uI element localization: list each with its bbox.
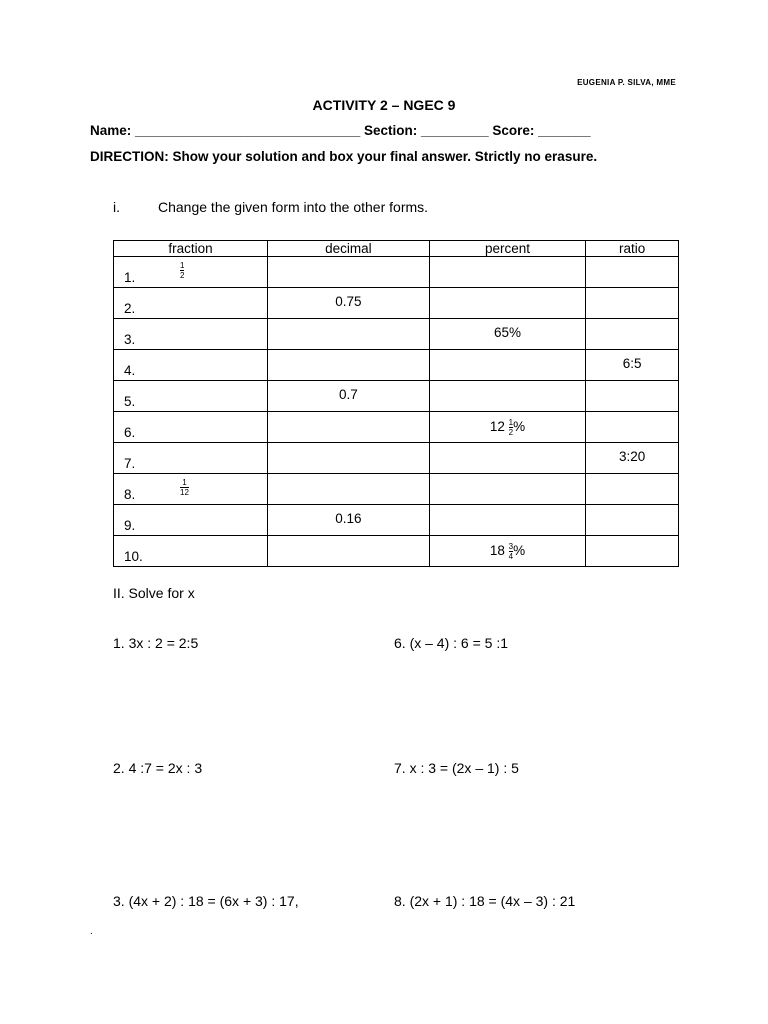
table-row: [114, 381, 679, 412]
table-row: [114, 412, 679, 443]
problem-7: 7. x : 3 = (2x – 1) : 5: [394, 760, 519, 776]
percent-cell: [429, 412, 586, 443]
percent-value: [430, 542, 586, 561]
percent-sign: %: [513, 419, 526, 435]
problem-2: 2. 4 :7 = 2x : 3: [113, 760, 203, 776]
decimal-cell: [268, 319, 430, 350]
whole-part: 12: [489, 419, 505, 435]
part2-heading: II. Solve for x: [113, 585, 195, 601]
table-header-row: [114, 241, 679, 257]
table-row: [114, 474, 679, 505]
table-row: [114, 536, 679, 567]
fraction-cell: [114, 474, 268, 505]
row-number: 8.: [124, 487, 136, 502]
row-number: 7.: [124, 456, 136, 471]
decimal-cell: [268, 443, 430, 474]
table-row: [114, 505, 679, 536]
numerator: 3: [508, 542, 514, 551]
header-ratio: ratio: [586, 241, 679, 257]
decimal-cell: [268, 536, 430, 567]
fraction-cell: [114, 505, 268, 536]
row-number: 1.: [124, 270, 136, 285]
fraction-cell: [114, 288, 268, 319]
percent-value: [430, 418, 586, 437]
problem-1: 1. 3x : 2 = 2:5: [113, 635, 199, 651]
part1-instruction: [113, 199, 429, 215]
part1-numeral: i.: [113, 199, 120, 215]
header-decimal: decimal: [268, 241, 430, 257]
percent-cell: [429, 443, 586, 474]
percent-cell: [429, 505, 586, 536]
header-fraction: fraction: [114, 241, 268, 257]
row-number: 4.: [124, 363, 136, 378]
fraction-cell: [114, 350, 268, 381]
ratio-cell: [586, 381, 679, 412]
percent-cell: [429, 350, 586, 381]
ratio-cell: [586, 505, 679, 536]
percent-cell: [429, 381, 586, 412]
percent-cell: [429, 288, 586, 319]
fraction-cell: [114, 536, 268, 567]
table-row: [114, 443, 679, 474]
percent-value: 65%: [493, 325, 521, 340]
decimal-cell: [268, 257, 430, 288]
table-row: [114, 257, 679, 288]
percent-cell: [429, 536, 586, 567]
table-body: [114, 257, 679, 567]
ratio-cell: [586, 443, 679, 474]
problem-3: 3. (4x + 2) : 18 = (6x + 3) : 17,: [113, 893, 299, 909]
fraction-cell: [114, 443, 268, 474]
numerator: 1: [508, 418, 514, 427]
decimal-value: 0.75: [335, 294, 362, 309]
ratio-value: 3:20: [618, 449, 646, 464]
problem-8: 8. (2x + 1) : 18 = (4x – 3) : 21: [394, 893, 576, 909]
decimal-cell: [268, 288, 430, 319]
decimal-value: 0.16: [335, 511, 362, 526]
table-row: [114, 319, 679, 350]
problem-6: 6. (x – 4) : 6 = 5 :1: [394, 635, 509, 651]
student-info-line: Name: ______________________________ Section: _________ Score: _______: [90, 123, 591, 138]
fraction-cell: [114, 319, 268, 350]
direction-text: DIRECTION: Show your solution and box your final answer. Strictly no erasure.: [90, 149, 598, 164]
row-number: 10.: [124, 549, 143, 564]
footer-mark: .: [90, 926, 93, 937]
row-number: 9.: [124, 518, 136, 533]
ratio-cell: [586, 474, 679, 505]
decimal-cell: [268, 412, 430, 443]
fraction-glyph: [180, 478, 189, 497]
row-number: 6.: [124, 425, 136, 440]
fraction-cell: [114, 257, 268, 288]
part1-text: Change the given form into the other forms.: [158, 199, 429, 215]
table-row: [114, 350, 679, 381]
percent-cell: [429, 474, 586, 505]
ratio-cell: [586, 412, 679, 443]
fraction-glyph: [180, 261, 184, 280]
row-number: 3.: [124, 332, 136, 347]
percent-sign: %: [513, 543, 526, 559]
fraction-cell: [114, 381, 268, 412]
page-title: ACTIVITY 2 – NGEC 9: [312, 97, 456, 113]
decimal-cell: [268, 505, 430, 536]
fraction-cell: [114, 412, 268, 443]
percent-cell: [429, 319, 586, 350]
ratio-cell: [586, 319, 679, 350]
denominator: 12: [180, 488, 189, 497]
row-number: 2.: [124, 301, 136, 316]
denominator: 2: [180, 271, 185, 280]
header-percent: percent: [429, 241, 586, 257]
ratio-cell: [586, 257, 679, 288]
ratio-value: 6:5: [622, 356, 642, 371]
denominator: 4: [508, 552, 514, 561]
author-credit: EUGENIA P. SILVA, MME: [577, 78, 676, 87]
row-number: 5.: [124, 394, 136, 409]
whole-part: 18: [489, 543, 505, 559]
numerator: 1: [180, 261, 185, 270]
decimal-value: 0.7: [338, 387, 358, 402]
decimal-cell: [268, 350, 430, 381]
ratio-cell: [586, 350, 679, 381]
percent-cell: [429, 257, 586, 288]
ratio-cell: [586, 536, 679, 567]
conversion-table: [113, 240, 679, 567]
denominator: 2: [508, 428, 514, 437]
ratio-cell: [586, 288, 679, 319]
decimal-cell: [268, 474, 430, 505]
decimal-cell: [268, 381, 430, 412]
numerator: 1: [182, 478, 187, 487]
table-row: [114, 288, 679, 319]
